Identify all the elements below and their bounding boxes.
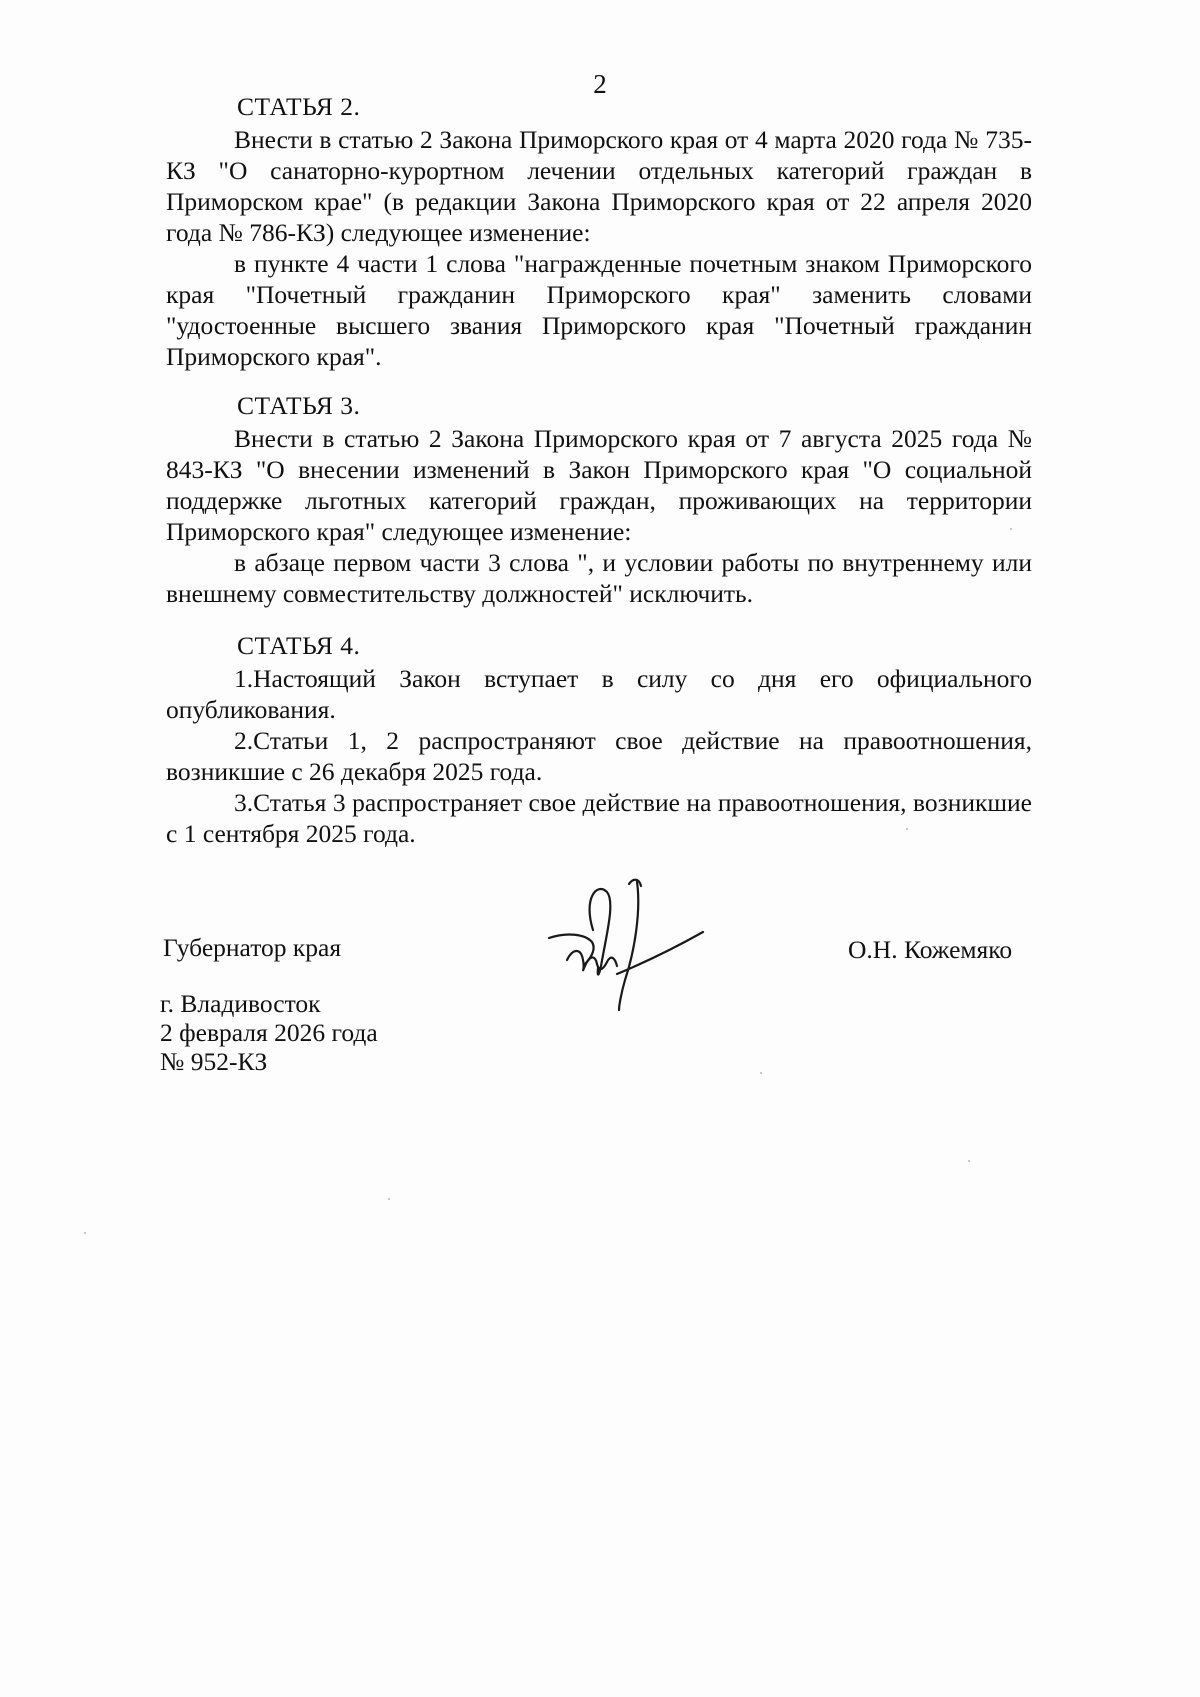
signature-stroke-6 xyxy=(629,880,641,886)
article-4-heading: СТАТЬЯ 4. xyxy=(237,631,361,660)
scan-speck xyxy=(1010,528,1012,530)
scan-speck xyxy=(388,1198,390,1200)
signature-stroke-2 xyxy=(549,935,594,964)
article-2-body xyxy=(166,124,1032,372)
article-4-paragraph-3: 3.Статья 3 распространяет свое действие на правоотношения, возникшие с 1 сентября 2025 года. xyxy=(166,788,1032,848)
article-2-heading: СТАТЬЯ 2. xyxy=(237,92,361,121)
article-2-paragraph-1: Внести в статью 2 Закона Приморского края от 4 марта 2020 года № 735-КЗ "О санаторно-курортном лечении отдельных категорий граждан в Приморском крае" (в редакции Закона Приморского края от 22 апреля 2020 года № 786-КЗ) следующее изменение: xyxy=(166,125,1032,247)
scan-speck xyxy=(968,1160,970,1162)
governor-name: О.Н. Кожемяко xyxy=(848,935,1013,964)
page-number: 2 xyxy=(593,69,607,99)
governor-position: Губернатор края xyxy=(163,933,342,962)
article-2-paragraph-2: в пункте 4 части 1 слова "награжденные почетным знаком Приморского края "Почетный гражданин Приморского края" заменить словами "удостоенные высшего звания Приморского края "Почетный гражданин Приморского края". xyxy=(166,249,1032,371)
footer-number: № 952-КЗ xyxy=(160,1047,268,1076)
handwritten-signature xyxy=(545,870,710,1020)
footer-date: 2 февраля 2026 года xyxy=(160,1018,378,1047)
article-3-paragraph-2: в абзаце первом части 3 слова ", и условии работы по внутреннему или внешнему совместительству должностей" исключить. xyxy=(166,548,1032,608)
article-3-heading: СТАТЬЯ 3. xyxy=(237,391,361,420)
article-4-paragraph-2: 2.Статьи 1, 2 распространяют свое действие на правоотношения, возникшие с 26 декабря 2025 года. xyxy=(166,726,1032,786)
scan-speck xyxy=(760,1072,762,1074)
signature-stroke-4 xyxy=(619,882,638,1010)
article-4-paragraph-1: 1.Настоящий Закон вступает в силу со дня его официального опубликования. xyxy=(166,664,1032,724)
article-4-body xyxy=(166,663,1032,849)
scan-speck xyxy=(906,828,908,830)
footer-city: г. Владивосток xyxy=(160,989,321,1018)
signature-stroke-5 xyxy=(617,932,703,974)
scan-speck xyxy=(84,1232,86,1234)
article-3-body xyxy=(166,423,1032,609)
article-3-paragraph-1: Внести в статью 2 Закона Приморского края от 7 августа 2025 года № 843-КЗ "О внесении изменений в Закон Приморского края "О социальной поддержке льготных категорий граждан, проживающих на территории Приморского края" следующее изменение: xyxy=(166,424,1032,546)
